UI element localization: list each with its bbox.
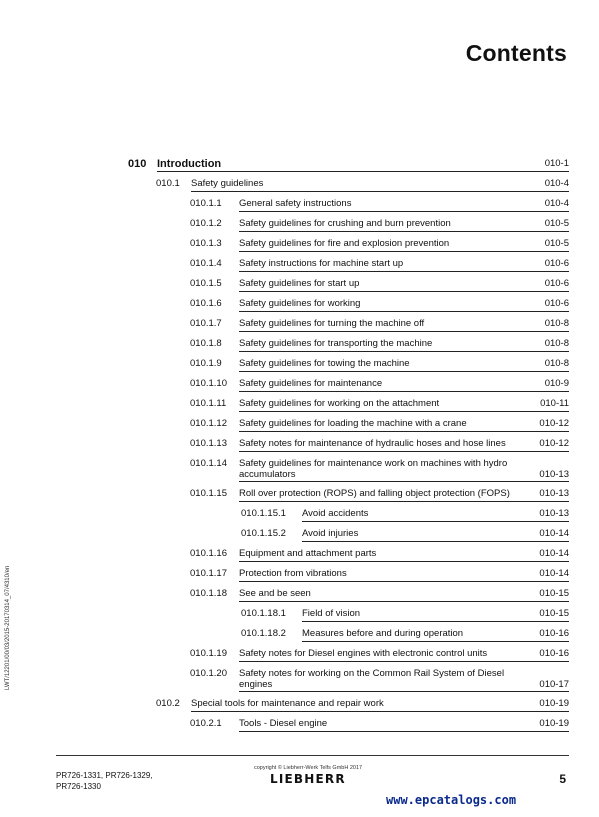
toc-number: 010.1.14	[190, 458, 227, 469]
toc-title: Safety guidelines for loading the machine with a crane	[239, 418, 467, 429]
toc-entry[interactable]	[190, 418, 569, 432]
watermark-link[interactable]: www.epcatalogs.com	[386, 793, 517, 807]
toc-title: Safety notes for maintenance of hydraulic hoses and hose lines	[239, 438, 506, 449]
toc-page: 010-14	[539, 548, 569, 559]
toc-number: 010.1.9	[190, 358, 222, 369]
toc-page: 010-14	[539, 528, 569, 539]
toc-entry[interactable]	[241, 508, 569, 522]
toc-entry[interactable]	[241, 528, 569, 542]
toc-page: 010-13	[539, 488, 569, 499]
toc-title: Field of vision	[302, 608, 361, 619]
toc-number: 010.2.1	[190, 718, 222, 729]
toc-underline	[239, 451, 569, 452]
toc-page: 010-17	[539, 679, 569, 690]
toc-title: Safety guidelines for transporting the machine	[239, 338, 433, 349]
toc-number: 010.1.2	[190, 218, 222, 229]
toc-entry[interactable]	[190, 298, 569, 312]
toc-number: 010.1	[156, 178, 180, 189]
toc-underline	[239, 291, 569, 292]
toc-underline	[239, 481, 569, 482]
toc-title: Special tools for maintenance and repair work	[191, 698, 384, 709]
toc-underline	[239, 601, 569, 602]
toc-page: 010-8	[544, 318, 569, 329]
toc-number: 010.1.10	[190, 378, 227, 389]
toc-entry[interactable]	[190, 668, 569, 692]
toc-number: 010.1.13	[190, 438, 227, 449]
toc-underline	[302, 641, 569, 642]
toc-entry[interactable]	[190, 198, 569, 212]
toc-underline	[239, 661, 569, 662]
toc-entry[interactable]	[190, 378, 569, 392]
toc-page: 010-11	[540, 398, 569, 409]
toc-page: 010-8	[544, 358, 569, 369]
toc-page: 010-15	[539, 608, 569, 619]
toc-title: Introduction	[157, 158, 222, 170]
toc-entry[interactable]	[190, 238, 569, 252]
toc-title: Safety guidelines for turning the machine off	[239, 318, 425, 329]
toc-page: 010-15	[539, 588, 569, 599]
toc-entry[interactable]	[190, 258, 569, 272]
toc-underline	[239, 501, 569, 502]
toc-underline	[302, 621, 569, 622]
toc-entry[interactable]	[241, 628, 569, 642]
page-number: 5	[559, 772, 566, 786]
toc-underline	[239, 411, 569, 412]
toc-entry[interactable]	[241, 608, 569, 622]
toc-underline	[239, 331, 569, 332]
toc-page: 010-9	[544, 378, 569, 389]
document-code: LWT/12201/00/03/2015-20170314_07/4310/en	[5, 565, 11, 690]
toc-title: Safety instructions for machine start up	[239, 258, 404, 269]
toc-underline	[239, 371, 569, 372]
toc-entry[interactable]	[128, 158, 569, 172]
toc-title: Safety guidelines for maintenance	[239, 378, 383, 389]
toc-underline	[239, 731, 569, 732]
toc-title: General safety instructions	[239, 198, 352, 209]
toc-entry[interactable]	[190, 548, 569, 562]
toc-entry[interactable]	[190, 338, 569, 352]
toc-underline	[239, 211, 569, 212]
toc-underline	[239, 271, 569, 272]
toc-number: 010.1.6	[190, 298, 222, 309]
toc-page: 010-16	[539, 648, 569, 659]
toc-number: 010.1.3	[190, 238, 222, 249]
toc-underline	[157, 171, 569, 172]
toc-title: Tools - Diesel engine	[239, 718, 328, 729]
toc-number: 010.1.12	[190, 418, 227, 429]
toc-entry[interactable]	[190, 568, 569, 582]
page-title: Contents	[465, 40, 567, 66]
toc-underline	[239, 581, 569, 582]
toc-underline	[239, 431, 569, 432]
toc-page: 010-6	[544, 278, 569, 289]
toc-title: Safety guidelines	[191, 178, 264, 189]
toc-page: 010-12	[539, 418, 569, 429]
toc-title: Avoid injuries	[302, 528, 359, 539]
toc-title: Safety guidelines for towing the machine	[239, 358, 410, 369]
toc-title: Roll over protection (ROPS) and falling object protection (FOPS)	[239, 488, 510, 499]
toc-title: Avoid accidents	[302, 508, 369, 519]
toc-entry[interactable]	[190, 458, 569, 482]
toc-title: Safety notes for Diesel engines with electronic control units	[239, 648, 488, 659]
toc-entry[interactable]	[190, 648, 569, 662]
toc-entry[interactable]	[190, 438, 569, 452]
toc-page: 010-19	[539, 698, 569, 709]
toc-entry[interactable]	[190, 278, 569, 292]
toc-underline	[239, 231, 569, 232]
toc-underline	[302, 521, 569, 522]
toc-page: 010-14	[539, 568, 569, 579]
toc-page: 010-13	[539, 469, 569, 480]
toc-underline	[239, 691, 569, 692]
toc-title: Protection from vibrations	[239, 568, 347, 579]
toc-entry[interactable]	[190, 588, 569, 602]
toc-number: 010.1.20	[190, 668, 227, 679]
toc-underline	[239, 311, 569, 312]
toc-entry[interactable]	[190, 488, 569, 502]
toc-title: See and be seen	[239, 588, 311, 599]
toc-title: Safety guidelines for maintenance work on machines with hydro accumulators	[239, 458, 508, 480]
toc-title: Safety guidelines for crushing and burn prevention	[239, 218, 451, 229]
brand-logo: LIEBHERR	[270, 772, 346, 786]
toc-underline	[302, 541, 569, 542]
toc-number: 010.1.15.1	[241, 508, 286, 519]
toc-number: 010.1.4	[190, 258, 222, 269]
toc-title: Safety guidelines for start up	[239, 278, 360, 289]
toc-title: Safety notes for working on the Common Rail System of Diesel engines	[239, 668, 505, 690]
toc-number: 010.1.11	[190, 398, 227, 409]
toc-number: 010.1.16	[190, 548, 227, 559]
footer-divider	[56, 755, 569, 756]
toc-page: 010-5	[544, 218, 569, 229]
toc-entry[interactable]	[190, 318, 569, 332]
toc-page: 010-6	[544, 258, 569, 269]
toc-underline	[239, 251, 569, 252]
toc-page: 010-12	[539, 438, 569, 449]
toc-number: 010	[128, 158, 147, 170]
toc-number: 010.1.18	[190, 588, 227, 599]
toc-title: Safety guidelines for fire and explosion prevention	[239, 238, 450, 249]
toc-page: 010-13	[539, 508, 569, 519]
toc-entry[interactable]	[190, 718, 569, 732]
toc-number: 010.1.17	[190, 568, 227, 579]
toc-entry[interactable]	[190, 218, 569, 232]
toc-page: 010-16	[539, 628, 569, 639]
toc-page: 010-6	[544, 298, 569, 309]
toc-underline	[191, 711, 569, 712]
toc-page: 010-5	[544, 238, 569, 249]
toc-number: 010.1.8	[190, 338, 222, 349]
toc-number: 010.1.7	[190, 318, 222, 329]
toc-page: 010-1	[544, 158, 569, 169]
toc-number: 010.1.5	[190, 278, 222, 289]
toc-number: 010.2	[156, 698, 180, 709]
toc-number: 010.1.18.2	[241, 628, 286, 639]
toc-underline	[239, 351, 569, 352]
toc-number: 010.1.15	[190, 488, 227, 499]
footer-copyright: copyright © Liebherr-Werk Telfs GmbH 2017	[254, 765, 363, 771]
toc-number: 010.1.19	[190, 648, 227, 659]
toc-underline	[239, 391, 569, 392]
toc-entry[interactable]	[156, 178, 569, 192]
toc-underline	[191, 191, 569, 192]
toc-page: 010-8	[544, 338, 569, 349]
toc-number: 010.1.18.1	[241, 608, 286, 619]
toc-entry[interactable]	[190, 398, 569, 412]
toc-title: Safety guidelines for working	[239, 298, 361, 309]
toc-number: 010.1.1	[190, 198, 222, 209]
toc-entry[interactable]	[156, 698, 569, 712]
toc-page: 010-4	[544, 198, 569, 209]
toc-underline	[239, 561, 569, 562]
toc-title: Safety guidelines for working on the attachment	[239, 398, 440, 409]
toc-number: 010.1.15.2	[241, 528, 286, 539]
toc-title: Equipment and attachment parts	[239, 548, 377, 559]
toc-entry[interactable]	[190, 358, 569, 372]
footer-models: PR726-1331, PR726-1329, PR726-1330	[56, 771, 153, 791]
toc-title: Measures before and during operation	[302, 628, 464, 639]
toc-page: 010-4	[544, 178, 569, 189]
toc-page: 010-19	[539, 718, 569, 729]
